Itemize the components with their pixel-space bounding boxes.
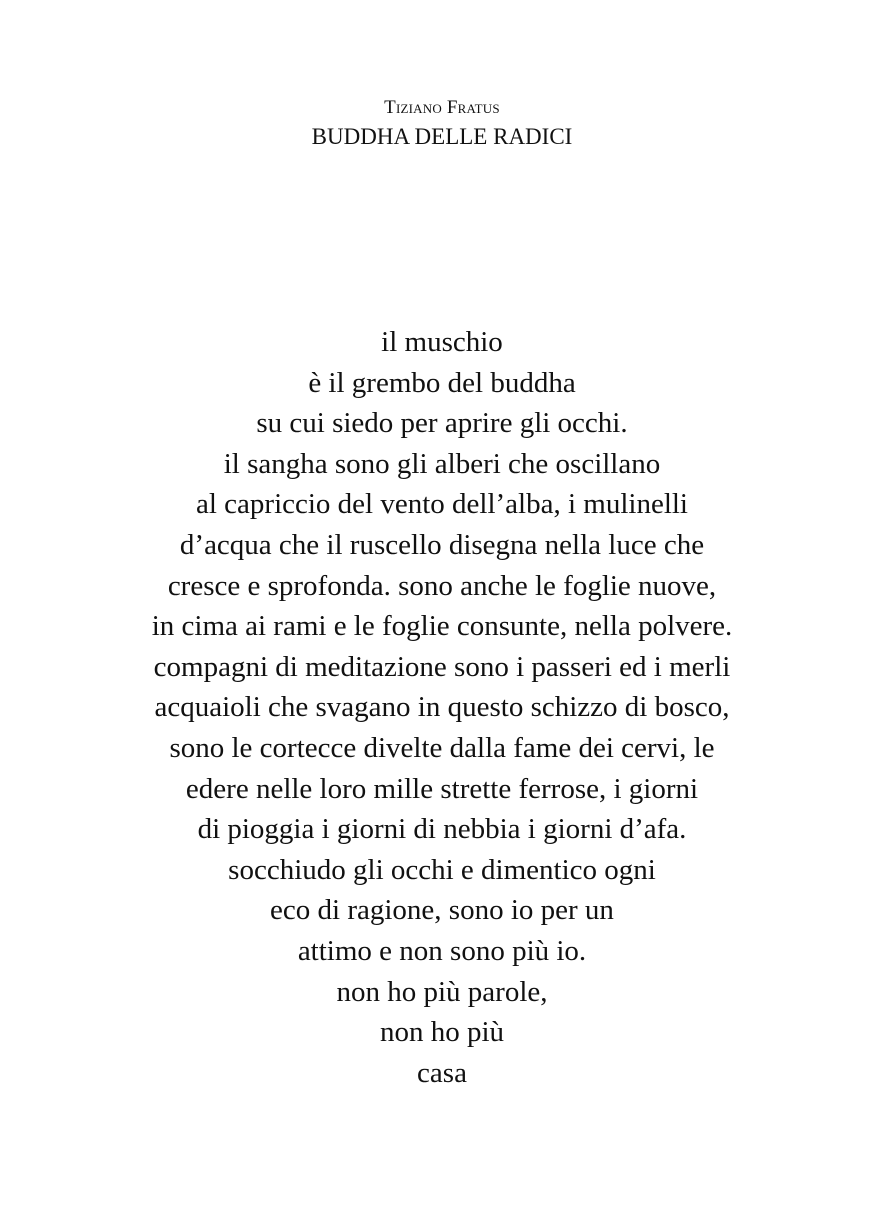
poem-line: il muschio [381, 326, 503, 358]
poem-line: eco di ragione, sono io per un [270, 894, 614, 927]
poem-line: in cima ai rami e le foglie consunte, nella polvere. [151, 610, 733, 643]
poem-line: cresce e sprofonda. sono anche le foglie nuove, [167, 569, 717, 602]
poem-line: è il grembo del buddha [308, 366, 576, 399]
poem-line: sono le cortecce divelte dalla fame dei cervi, le [169, 731, 715, 764]
poem-line: edere nelle loro mille strette ferrose, i giorni [185, 772, 699, 805]
poem-line: al capriccio del vento dell’alba, i mulinelli [195, 488, 688, 521]
author-name: Tiziano Fratus [384, 97, 500, 118]
poem-line: socchiudo gli occhi e dimentico ogni [228, 853, 656, 886]
poem-line: compagni di meditazione sono i passeri ed i merli [153, 650, 731, 683]
poem-line: d’acqua che il ruscello disegna nella luce che [179, 528, 705, 561]
poem-line: non ho più parole, [336, 975, 548, 1008]
poem-line: non ho più [379, 1016, 505, 1049]
poem-line: su cui siedo per aprire gli occhi. [256, 407, 628, 440]
poem-title: BUDDHA DELLE RADICI [311, 124, 573, 149]
poem-line: di pioggia i giorni di nebbia i giorni d’afa. [197, 813, 687, 846]
poem-line: acquaioli che svagano in questo schizzo di bosco, [154, 691, 730, 724]
poem-line: casa [417, 1056, 467, 1089]
poem-line: il sangha sono gli alberi che oscillano [223, 447, 661, 480]
poem-body [0, 322, 884, 1093]
page-header [0, 95, 884, 153]
poem-line: attimo e non sono più io. [297, 934, 587, 967]
